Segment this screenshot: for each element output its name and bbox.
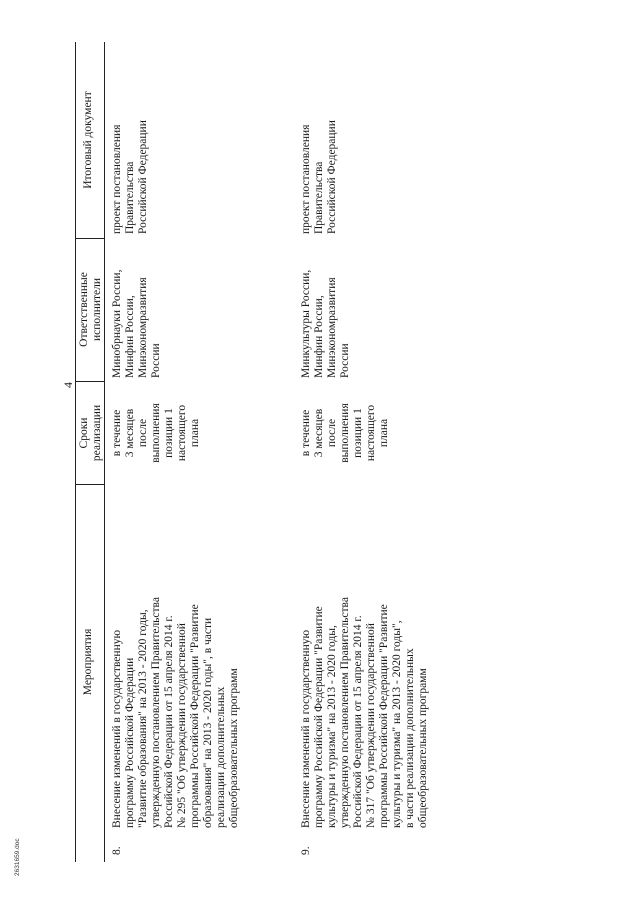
header-document: Итоговый документ xyxy=(82,91,94,189)
table-top-rule xyxy=(75,42,76,862)
page-number: 4 xyxy=(61,382,75,388)
document-file-code: 2631659.doc xyxy=(14,838,21,876)
column-divider xyxy=(75,484,104,485)
row-document-text: проект постановления Правительства Российской Федерации xyxy=(300,120,338,234)
row-event-text: Внесение изменений в государственную программу Российской Федерации "Развитие культуры и туризма" на 2013 - 2020 годы, утвержденную постановлением Правительства Российской Федерации от 15 апреля 2014 г. № 317 "Об утверждении государственной программы Российской Федерации "Развитие культуры и туризма" на 2013 - 2020 годы", в части реализации дополнительных общеобразовательных программ xyxy=(300,597,429,828)
header-executors: Ответственные исполнители xyxy=(78,272,103,347)
row-number: 8. xyxy=(111,846,123,855)
row-number: 9. xyxy=(300,846,312,855)
row-event-text: Внесение изменений в государственную программу Российской Федерации "Развитие образования" на 2013 - 2020 годы, утвержденную постановлением Правительства Российской Федерации от 15 апреля 2014 г. № 295 "Об утверждении государственной программы Российской Федерации "Развитие образования" на 2013 - 2020 годы", в части реализации дополнительных общеобразовательных программ xyxy=(111,597,240,828)
header-bottom-rule xyxy=(104,42,105,862)
row-executors-text: Минобрнауки России, Минфин России, Минэкономразвития России xyxy=(111,269,162,378)
row-document-text: проект постановления Правительства Российской Федерации xyxy=(111,120,149,234)
rotated-table-sheet xyxy=(42,42,607,862)
header-deadlines: Сроки реализации xyxy=(78,404,103,462)
header-events: Мероприятия xyxy=(82,628,94,696)
row-executors-text: Минкультуры России, Минфин России, Минэкономразвития России xyxy=(300,269,351,378)
column-divider xyxy=(75,381,104,382)
row-deadline-text: в течение 3 месяцев после выполнения позиции 1 настоящего плана xyxy=(300,403,390,463)
row-deadline-text: в течение 3 месяцев после выполнения позиции 1 настоящего плана xyxy=(111,403,201,463)
column-divider xyxy=(75,238,104,239)
